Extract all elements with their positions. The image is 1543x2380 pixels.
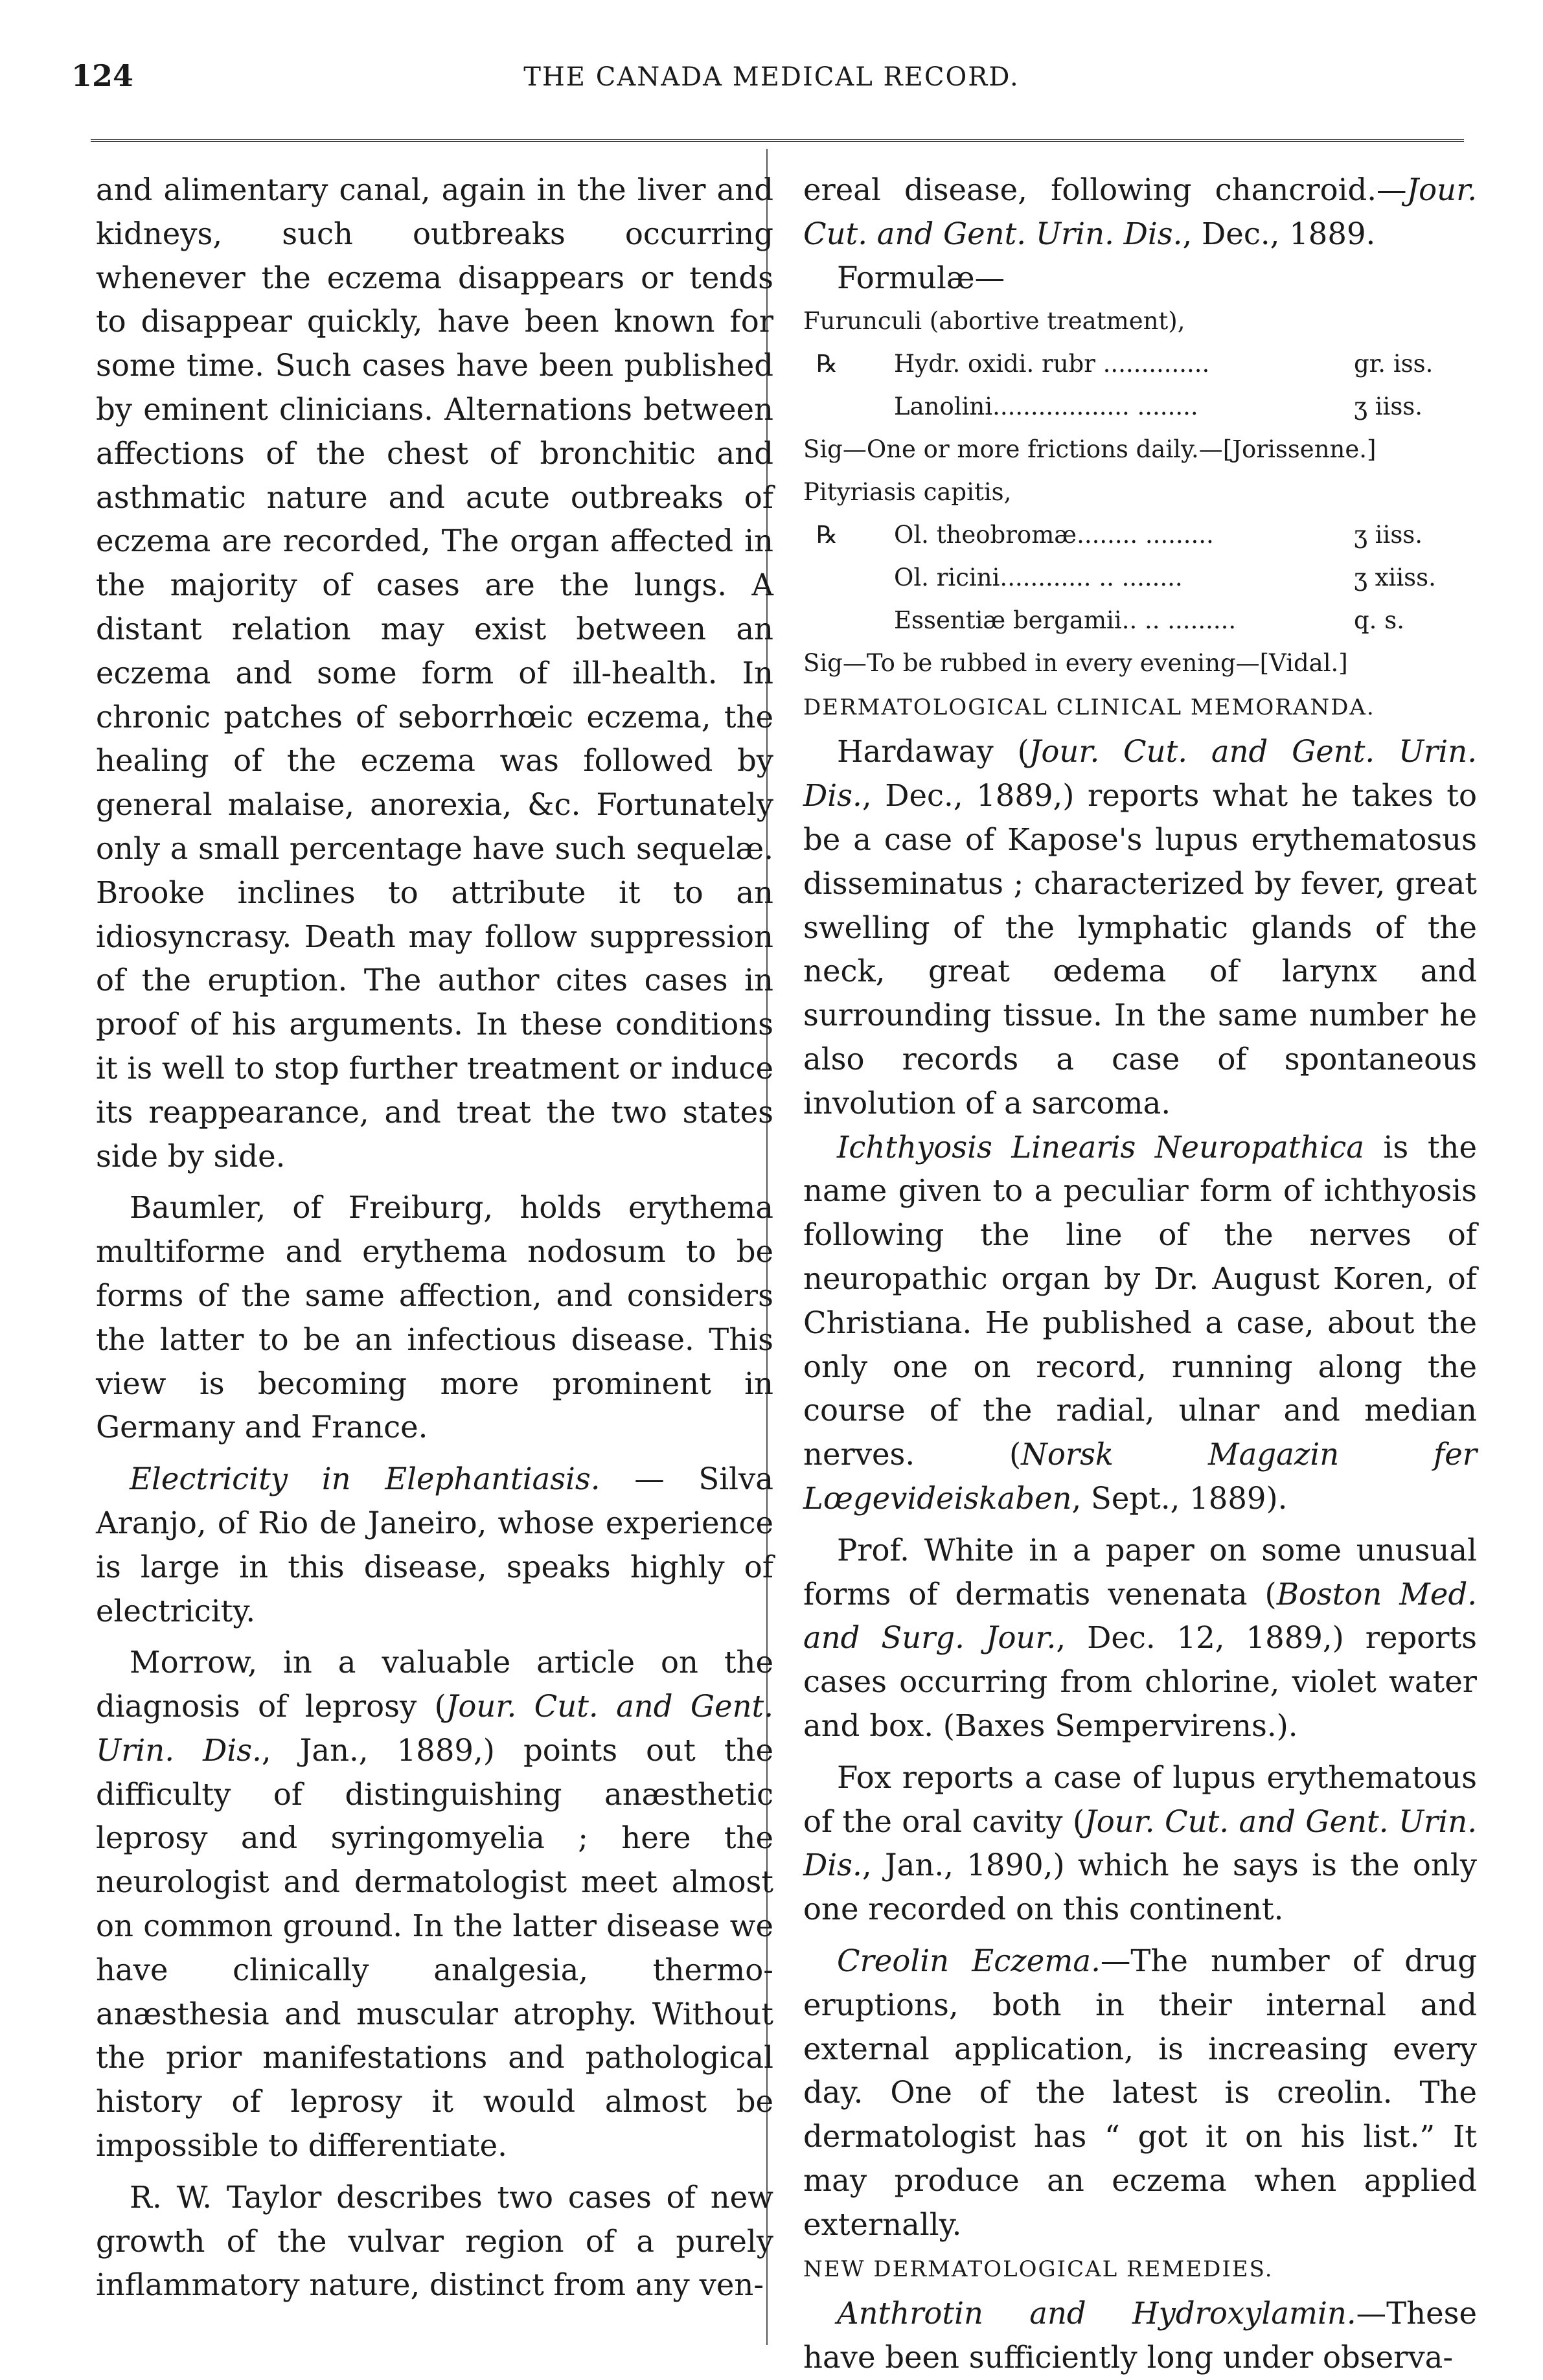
paragraph-taylor: R. W. Taylor describes two cases of new growth of the vulvar region of a purely inflammatory nature, distinct from any ven- [96,2179,773,2303]
drug-name: Ol. ricini............ .. ........ [894,564,1183,592]
header-rule [91,139,1464,142]
ichthyosis-citation: Norsk Magazin fer Lœgevideiskaben [803,1437,1477,1516]
hardaway-text-a: Hardaway ( [837,734,1029,770]
prescription-line [803,599,1477,642]
page-number: 124 [71,58,134,93]
creolin-text: —The number of drug eruptions, both in their internal and external application, is increasing every day. One of the latest is creolin. The dermatologist has “ got it on his list.” It may produce an eczema when applied externally. [803,1943,1477,2242]
fox-citation: Jour. Cut. and Gent. Urin. Dis. [803,1803,1478,1883]
drug-name: Lanolini.................. ........ [894,393,1198,421]
morrow-text-b: , Jan., 1889,) points out the difficulty of distinguishing anæsthetic leprosy and syringomyelia ; here the neurologist and dermatologist meet almost on common ground. In the latter disease we have clinically analgesia, thermo-anæsthesia and muscular atrophy. Without the prior manifestations and pathological history of leprosy it would almost be impossible to differentiate. [96,1732,773,2164]
electricity-heading: Electricity in Elephantiasis. [130,1461,600,1497]
fox-text-a: Fox reports a case of lupus erythematous of the oral cavity ( [803,1759,1477,1839]
recipe-symbol [803,599,894,642]
paragraph-ichthyosis [803,1126,1477,1521]
left-column [96,168,773,2307]
prescription-line [803,385,1477,428]
white-text-b: , Dec. 12, 1889,) reports cases occurring from chlorine, violet water and box. (Baxes Sempervirens.). [803,1620,1477,1743]
right-column [803,168,1477,2380]
white-citation: Boston Med. and Surg. Jour. [803,1576,1477,1656]
drug-dose: q. s. [1354,606,1404,635]
morrow-citation: Jour. Cut. and Gent. Urin. Dis. [96,1689,773,1768]
ichthyosis-heading: Ichthyosis Linearis Neuropathica [837,1129,1364,1165]
recipe-symbol: ℞ [816,521,838,549]
ichthyosis-text-a: is the name given to a peculiar form of ichthyosis following the line of the nerves of neuropathic organ by Dr. August Koren, of Christiana. He published a case, about the only one on record, running along the course of the radial, ulnar and median nerves. ( [803,1129,1477,1472]
ichthyosis-text-b: , Sept., 1889). [1071,1480,1288,1516]
venereal-citation: Jour. Cut. and Gent. Urin. Dis. [803,172,1477,251]
paragraph-creolin [803,1939,1477,2247]
formulae-label: Formulæ— [837,260,1005,295]
paragraph-fox [803,1756,1477,1932]
prescription-line [803,556,1477,599]
signature-vidal: Sig—To be rubbed in every evening—[Vidal.] [803,649,1348,678]
hardaway-citation: Jour. Cut. and Gent. Urin. Dis. [803,734,1478,814]
paragraph-white [803,1529,1477,1748]
fox-text-b: , Jan., 1890,) which he says is the only one recorded on this continent. [803,1848,1477,1927]
recipe-symbol: ℞ [816,350,838,378]
drug-name: Essentiæ bergamii.. .. ......... [894,606,1237,635]
journal-title: THE CANADA MEDICAL RECORD. [523,62,1020,92]
recipe-symbol [803,556,894,599]
hardaway-text-b: , Dec., 1889,) reports what he takes to be a case of Kapose's lupus erythematosus disseminatus ; characterized by fever, great swelling of the lymphatic glands of the neck, great œdema of larynx and surrounding tissue. In the same number he also records a case of spontaneous involution of a sarcoma. [803,778,1477,1121]
drug-name: Ol. theobromæ........ ......... [894,521,1214,549]
recipe-symbol [803,385,894,428]
drug-dose: ʒ iiss. [1354,521,1423,549]
drug-name: Hydr. oxidi. rubr .............. [894,350,1210,378]
prescription-line [803,343,1477,385]
section-heading-remedies: NEW DERMATOLOGICAL REMEDIES. [803,2256,1274,2283]
anthrotin-heading: Anthrotin and Hydroxylamin. [837,2296,1356,2331]
morrow-text-a: Morrow, in a valuable article on the diagnosis of leprosy ( [96,1645,773,1724]
paragraph-electricity [96,1458,773,1633]
drug-dose: gr. iss. [1354,350,1434,378]
paragraph-eczema-outbreaks: and alimentary canal, again in the liver and kidneys, such outbreaks occurring whenever the eczema disappears or tends to disappear quickly, have been known for some time. Such cases have been published by eminent clinicians. Alternations between affections of the chest of bronchitic and asthmatic nature and acute outbreaks of eczema are recorded, The organ affected in the majority of cases are the lungs. A distant relation may exist between an eczema and some form of ill-health. In chronic patches of seborrhœic eczema, the healing of the eczema was followed by general malaise, anorexia, &c. Fortunately only a small percentage have such sequelæ. Brooke inclines to attribute it to an idiosyncrasy. Death may follow suppression of the eruption. The author cites cases in proof of his arguments. In these conditions it is well to stop further treatment or induce its reappearance, and treat the two states side by side. [96,172,773,1174]
paragraph-hardaway [803,730,1477,1125]
prescription-line [803,514,1477,556]
white-text-a: Prof. White in a paper on some unusual forms of dermatis venenata ( [803,1532,1477,1612]
furunculi-label: Furunculi (abortive treatment), [803,307,1185,336]
section-heading-memoranda: DERMATOLOGICAL CLINICAL MEMORANDA. [803,694,1375,721]
paragraph-venereal [803,168,1477,257]
pityriasis-label: Pityriasis capitis, [803,478,1012,507]
anthrotin-text: —These have been sufficiently long under observa- [803,2296,1477,2375]
page-header [71,58,1472,104]
drug-dose: ʒ xiiss. [1354,564,1436,592]
creolin-heading: Creolin Eczema. [837,1943,1101,1978]
venereal-text-a: ereal disease, following chancroid.— [803,172,1407,207]
paragraph-anthrotin [803,2292,1477,2380]
venereal-text-b: , Dec., 1889. [1182,216,1376,251]
signature-jorissenne: Sig—One or more frictions daily.—[Jorissenne.] [803,435,1377,464]
electricity-text: — Silva Aranjo, of Rio de Janeiro, whose experience is large in this disease, speaks highly of electricity. [96,1461,774,1629]
drug-dose: ʒ iiss. [1354,393,1423,421]
paragraph-morrow [96,1641,773,2168]
paragraph-baumler: Baumler, of Freiburg, holds erythema multiforme and erythema nodosum to be forms of the same affection, and considers the latter to be an infectious disease. This view is becoming more prominent in Germany and France. [96,1190,773,1445]
